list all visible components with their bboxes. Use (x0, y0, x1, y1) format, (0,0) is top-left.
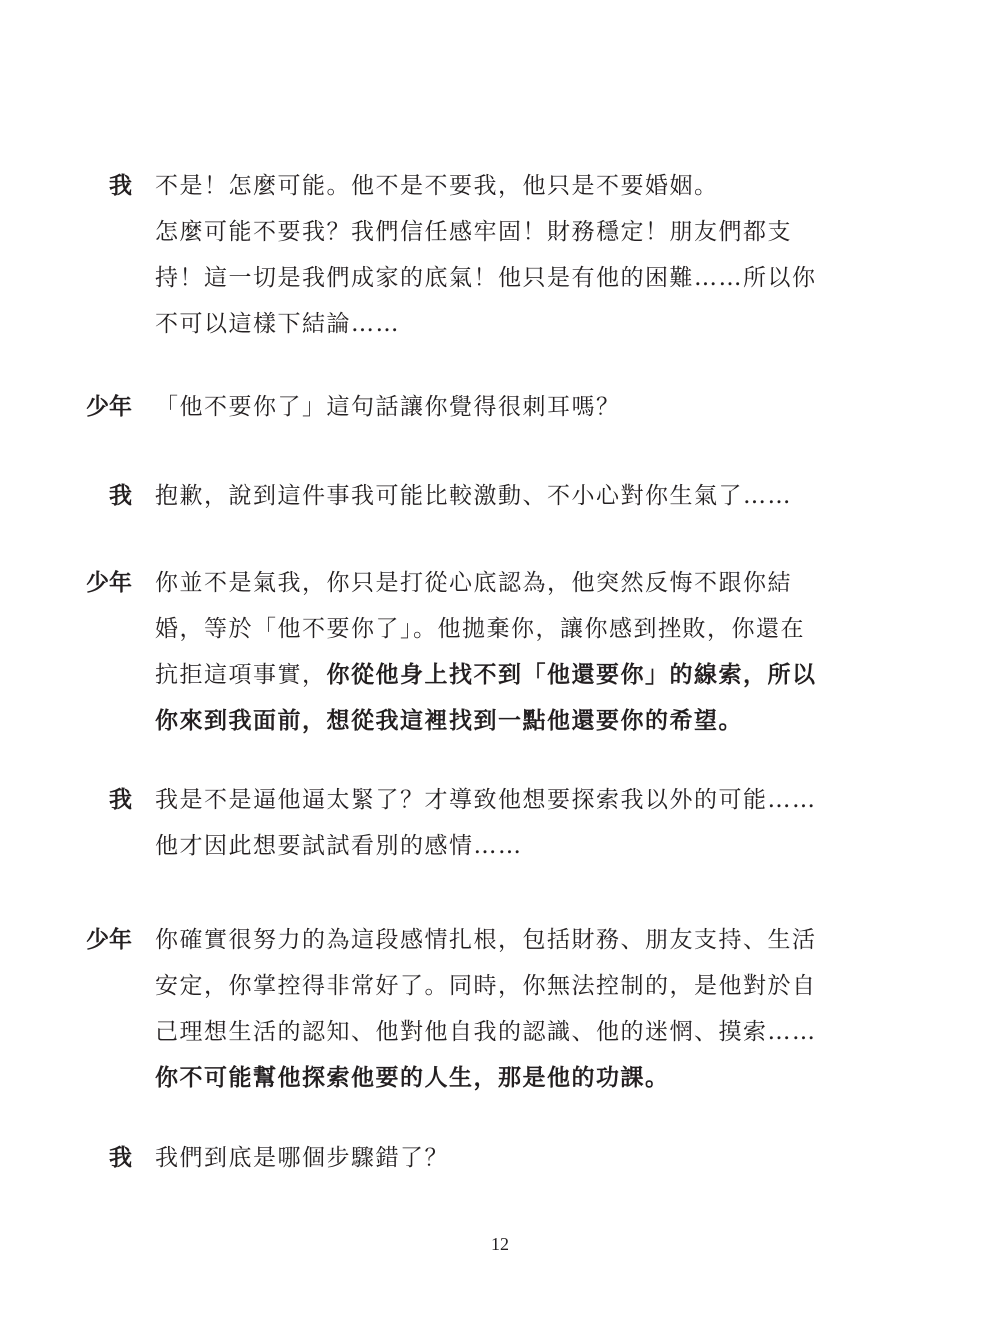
emphasis-text: 你從他身上找不到「他還要你」的線索，所以 (326, 662, 817, 688)
text-line (155, 607, 845, 653)
text-line (155, 302, 845, 348)
dialogue-text (155, 164, 845, 348)
text-line (155, 385, 845, 431)
text-line (155, 824, 845, 870)
emphasis-text: 你來到我面前，想從我這裡找到一點他還要你的希望。 (155, 708, 743, 734)
body-text: 我是不是逼他逼太緊了？才導致他想要探索我以外的可能…… (155, 787, 817, 813)
speaker-label: 我 (109, 787, 132, 813)
dialogue-text (155, 474, 845, 520)
text-line (155, 1056, 845, 1102)
dialogue-text (155, 918, 845, 1102)
body-text: 你確實很努力的為這段感情扎根，包括財務、朋友支持、生活 (155, 927, 817, 953)
body-text: 「他不要你了」這句話讓你覺得很刺耳嗎？ (155, 394, 621, 420)
text-line (155, 918, 845, 964)
text-line (155, 561, 845, 607)
emphasis-text: 你不可能幫他探索他要的人生，那是他的功課。 (155, 1065, 670, 1091)
speaker-label: 少年 (86, 570, 132, 596)
text-line (155, 256, 845, 302)
speaker-label: 我 (109, 483, 132, 509)
body-text: 我們到底是哪個步驟錯了？ (155, 1145, 449, 1171)
dialogue-text (155, 778, 845, 870)
body-text: 持！這一切是我們成家的底氣！他只是有他的困難……所以你 (155, 265, 817, 291)
body-text: 怎麼可能不要我？我們信任感牢固！財務穩定！朋友們都支 (155, 219, 792, 245)
speaker-label: 少年 (86, 927, 132, 953)
body-text: 他才因此想要試試看別的感情…… (155, 833, 523, 859)
body-text: 抱歉，說到這件事我可能比較激動、不小心對你生氣了…… (155, 483, 792, 509)
dialogue-text (155, 385, 845, 431)
speaker-label: 我 (109, 1145, 132, 1171)
body-text: 不是！怎麼可能。他不是不要我，他只是不要婚姻。 (155, 173, 719, 199)
dialogue-text (155, 561, 845, 745)
speaker-label: 少年 (86, 394, 132, 420)
text-line (155, 699, 845, 745)
body-text: 抗拒這項事實， (155, 662, 327, 688)
text-line (155, 1136, 845, 1182)
body-text: 婚，等於「他不要你了」。他拋棄你，讓你感到挫敗，你還在 (155, 616, 805, 642)
text-line (155, 653, 845, 699)
body-text: 你並不是氣我，你只是打從心底認為，他突然反悔不跟你結 (155, 570, 792, 596)
body-text: 己理想生活的認知、他對他自我的認識、他的迷惘、摸索…… (155, 1019, 817, 1045)
page-number: 12 (491, 1234, 509, 1254)
text-line (155, 778, 845, 824)
body-text: 不可以這樣下結論…… (155, 311, 400, 337)
dialogue-text (155, 1136, 845, 1182)
text-line (155, 1010, 845, 1056)
text-line (155, 210, 845, 256)
text-line (155, 164, 845, 210)
body-text: 安定，你掌控得非常好了。同時，你無法控制的，是他對於自 (155, 973, 817, 999)
speaker-label: 我 (109, 173, 132, 199)
text-line (155, 474, 845, 520)
text-line (155, 964, 845, 1010)
